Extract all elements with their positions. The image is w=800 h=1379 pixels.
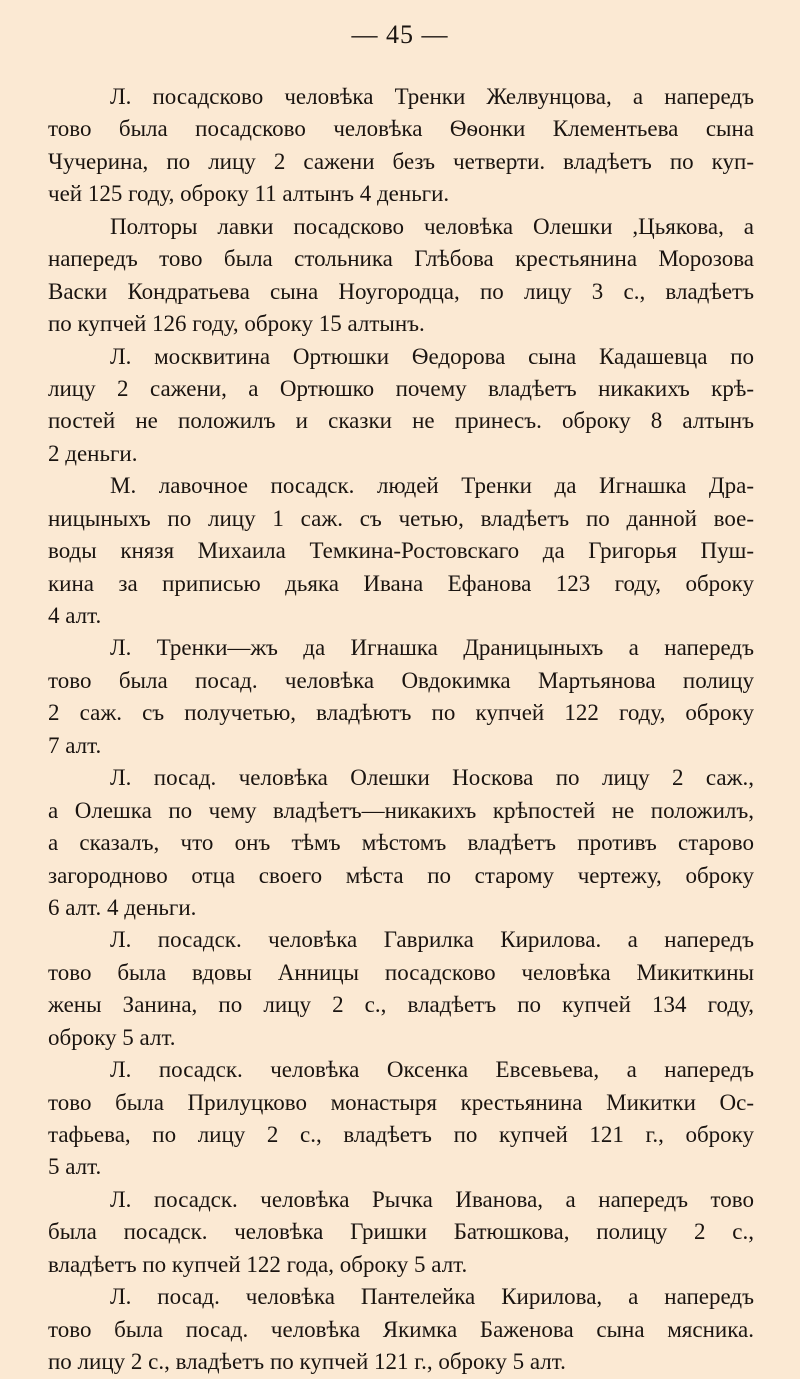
text-line: М. лавочное посадск. людей Тренки да Игнашка Дра- xyxy=(110,473,754,499)
page-number: — 45 — xyxy=(351,20,449,49)
text-line: Чучерина, по лицу 2 сажени безъ четверти. владѣетъ по куп- xyxy=(48,148,754,174)
text-line: жены Занина, по лицу 2 с., владѣетъ по купчей 134 году, xyxy=(48,992,754,1018)
text-line: 4 алт. xyxy=(48,603,102,628)
document-body xyxy=(48,81,754,1379)
text-line: напередъ тово была стольника Глѣбова крестьянина Морозова xyxy=(48,246,754,272)
text-line: загородново отца своего мѣста по старому чертежу, оброку xyxy=(48,862,754,888)
text-line: а сказалъ, что онъ тѣмъ мѣстомъ владѣетъ противъ старово xyxy=(48,830,754,856)
text-line: тово была Прилуцково монастыря крестьянина Микитки Ос- xyxy=(48,1089,754,1115)
text-line: Л. посад. человѣка Олешки Носкова по лицу 2 саж., xyxy=(110,765,754,791)
paragraph xyxy=(48,470,754,632)
text-line: по лицу 2 с., владѣетъ по купчей 121 г., оброку 5 алт. xyxy=(48,1349,566,1375)
paragraph xyxy=(48,1054,754,1184)
text-line: ницыныхъ по лицу 1 саж. съ четью, владѣетъ по данной вое- xyxy=(48,505,754,531)
text-line: Полторы лавки посадсково человѣка Олешки ,Цьякова, а xyxy=(110,213,754,239)
text-line: Л. посадск. человѣка Рычка Иванова, а напередъ тово xyxy=(110,1186,754,1212)
text-line: Л. посад. человѣка Пантелейка Кирилова, а напередъ xyxy=(110,1284,754,1310)
text-line: тово была посад. человѣка Овдокимка Мартьянова полицу xyxy=(48,667,754,693)
text-line: кина за приписью дьяка Ивана Ефанова 123 году, оброку xyxy=(48,570,754,596)
text-line: Л. посадск. человѣка Гаврилка Кирилова. а напередъ xyxy=(110,927,754,953)
text-line: Л. посадсково человѣка Тренки Желвунцова, а напередъ xyxy=(110,84,754,109)
paragraph xyxy=(48,1184,754,1281)
text-line: воды князя Михаила Темкина-Ростовскаго да Григорья Пуш- xyxy=(48,538,754,564)
text-line: 6 алт. 4 деньги. xyxy=(48,894,197,920)
text-line: Васки Кондратьева сына Ноугородца, по лицу 3 с., владѣетъ xyxy=(48,278,754,304)
text-line: 2 саж. съ получетью, владѣютъ по купчей 122 году, оброку xyxy=(48,700,754,726)
text-line: тово была вдовы Анницы посадсково человѣка Микиткины xyxy=(48,959,754,985)
text-line: была посадск. человѣка Гришки Батюшкова, полицу 2 с., xyxy=(48,1219,754,1245)
text-line: чей 125 году, оброку 11 алтынъ 4 деньги. xyxy=(48,181,450,207)
paragraph xyxy=(48,341,754,471)
text-line: владѣетъ по купчей 122 года, оброку 5 алт. xyxy=(48,1251,468,1277)
text-line: а Олешка по чему владѣетъ—никакихъ крѣпостей не положилъ, xyxy=(48,797,754,823)
paragraph xyxy=(48,81,754,211)
text-line: тово была посад. человѣка Якимка Баженова сына мясника. xyxy=(48,1316,754,1342)
text-line: постей не положилъ и сказки не принесъ. оброку 8 алтынъ xyxy=(48,408,754,434)
text-line: лицу 2 сажени, а Ортюшко почему владѣетъ никакихъ крѣ- xyxy=(48,375,754,401)
text-line: оброку 5 алт. xyxy=(48,1024,176,1050)
text-line: тово была посадсково человѣка Ѳѳонки Клементьева сына xyxy=(48,116,754,142)
text-line: Л. москвитина Ортюшки Ѳедорова сына Кадашевца по xyxy=(110,343,754,369)
text-line: Л. посадск. человѣка Оксенка Евсевьева, а напередъ xyxy=(110,1057,754,1083)
paragraph xyxy=(48,1281,754,1378)
text-line: по купчей 126 году, оброку 15 алтынъ. xyxy=(48,311,425,337)
paragraph xyxy=(48,762,754,924)
paragraph xyxy=(48,211,754,341)
paragraph xyxy=(48,924,754,1054)
text-line: тафьева, по лицу 2 с., владѣетъ по купчей 121 г., оброку xyxy=(48,1122,754,1147)
text-line: 7 алт. xyxy=(48,732,102,758)
text-line: 5 алт. xyxy=(48,1154,102,1180)
text-line: 2 деньги. xyxy=(48,440,138,466)
text-line: Л. Тренки—жъ да Игнашка Драницыныхъ а напередъ xyxy=(110,635,754,661)
paragraph xyxy=(48,632,754,762)
